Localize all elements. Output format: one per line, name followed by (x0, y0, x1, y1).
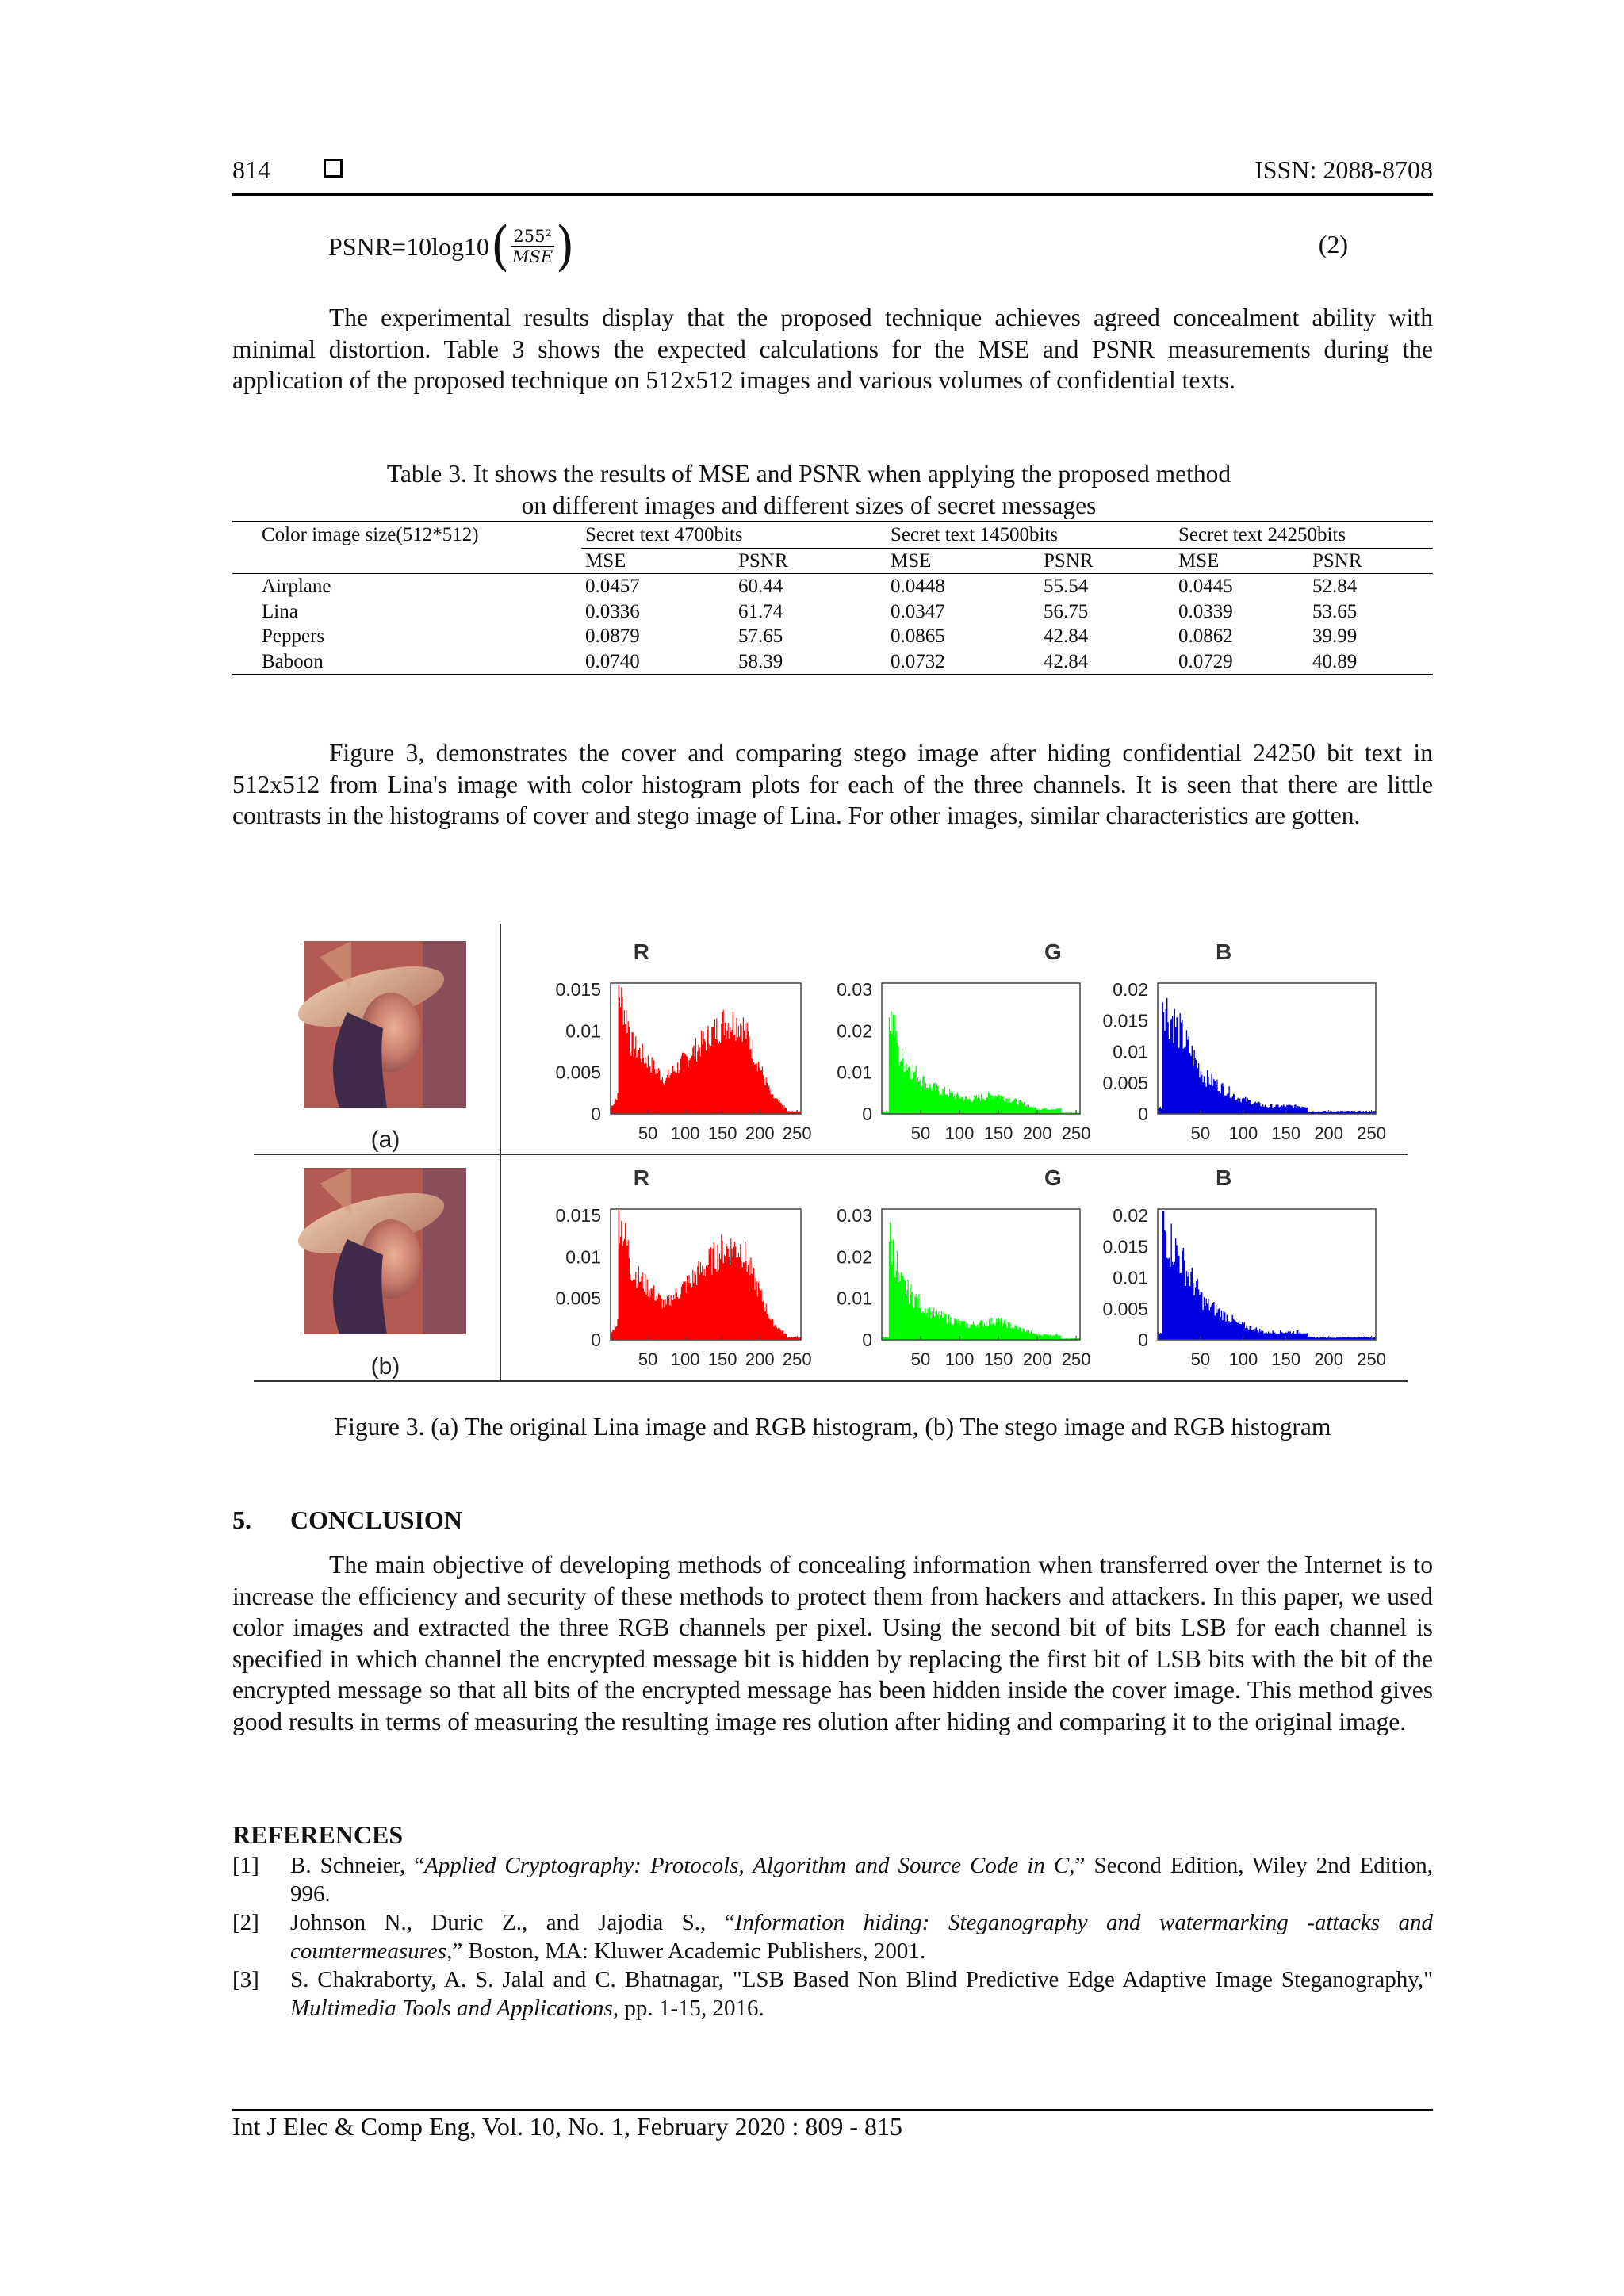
panel-label: (b) (370, 1353, 400, 1380)
x-tick-label: 200 (1022, 1349, 1052, 1369)
table-row: Lina 0.0336 61.74 0.0347 56.75 0.0339 53.65 (262, 600, 1358, 622)
x-tick-label: 50 (1190, 1349, 1211, 1369)
channel-title: B (1216, 1165, 1232, 1190)
table-row: Airplane 0.0457 60.44 0.0448 55.54 0.0445 52.84 (262, 576, 1358, 597)
channel-title: G (1044, 1165, 1062, 1190)
y-tick-label: 0.01 (565, 1246, 601, 1268)
table-caption-line1: Table 3. It shows the results of MSE and PSNR when applying the proposed method (386, 460, 1231, 488)
x-tick-label: 100 (1228, 1349, 1258, 1369)
histogram-area (1158, 998, 1376, 1114)
x-tick-label: 150 (707, 1123, 737, 1143)
y-tick-label: 0 (862, 1104, 872, 1124)
table-header-cell: PSNR (1312, 549, 1362, 572)
equation-denominator: MSE (512, 247, 553, 266)
histogram-area (1158, 1211, 1376, 1340)
x-tick-label: 150 (1271, 1123, 1301, 1143)
table-header-cell: PSNR (738, 549, 788, 572)
equation-numerator: 255² (511, 228, 554, 247)
section-title: CONCLUSION (290, 1506, 462, 1534)
y-tick-label: 0.005 (555, 1062, 601, 1083)
reference-item: [1] B. Schneier, “Applied Cryptography: Protocols, Algorithm and Source Code in C,” Second Edition, Wiley 2nd Edition, 996. (232, 1853, 1434, 1907)
y-tick-label: 0.015 (1102, 1236, 1148, 1257)
histogram-panel (555, 939, 811, 1143)
x-tick-label: 250 (1357, 1349, 1386, 1369)
y-tick-label: 0.015 (555, 979, 601, 1000)
table-header-cell: Color image size(512*512) (262, 524, 479, 545)
issn: ISSN: 2088-8708 (1254, 155, 1433, 184)
panel-label: (a) (370, 1127, 400, 1153)
table-caption-line2: on different images and different sizes of secret messages (521, 492, 1097, 519)
y-tick-label: 0 (591, 1104, 601, 1124)
table-header-cell: Secret text 24250bits (1178, 524, 1346, 545)
header-box-icon (324, 159, 343, 178)
x-tick-label: 100 (670, 1123, 700, 1143)
y-tick-label: 0.02 (1113, 979, 1148, 1000)
figure-caption: Figure 3. (a) The original Lina image and RGB histogram, (b) The stego image and RGB histogram (334, 1413, 1331, 1441)
y-tick-label: 0.02 (1113, 1205, 1148, 1226)
reference-item: [2] Johnson N., Duric Z., and Jajodia S., “Information hiding: Steganography and watermarking -attacks and countermeasures,” Boston, MA: Kluwer Academic Publishers, 2001. (232, 1910, 1433, 1964)
y-tick-label: 0.01 (1113, 1267, 1148, 1288)
x-tick-label: 200 (1022, 1123, 1052, 1143)
equation-number: (2) (1318, 230, 1348, 258)
section-number: 5. (232, 1506, 251, 1534)
y-tick-label: 0.02 (837, 1020, 872, 1042)
x-tick-label: 200 (745, 1123, 775, 1143)
x-tick-label: 200 (745, 1349, 775, 1369)
x-tick-label: 50 (638, 1123, 658, 1143)
y-tick-label: 0.03 (837, 1205, 872, 1226)
histogram-panel (837, 1165, 1090, 1369)
page-number: 814 (232, 155, 270, 184)
histogram-panel (837, 939, 1090, 1143)
histogram-area (611, 1209, 801, 1340)
x-tick-label: 100 (1228, 1123, 1258, 1143)
channel-title: R (633, 939, 650, 964)
histogram-panel (1102, 1165, 1386, 1369)
table-caption (232, 458, 1433, 522)
figure-3 (254, 924, 1411, 1383)
footer-citation: Int J Elec & Comp Eng, Vol. 10, No. 1, February 2020 : 809 - 815 (232, 2112, 902, 2141)
x-tick-label: 150 (707, 1349, 737, 1369)
y-tick-label: 0.01 (837, 1288, 872, 1309)
section-heading-conclusion (232, 1506, 462, 1535)
paragraph-figure-description: Figure 3, demonstrates the cover and comparing stego image after hiding confidential 24250 bit text in 512x512 from Lina's image with color histogram plots for each of the three channels. It is seen that there are little contrasts in the histograms of cover and stego image of Lina. For other images, similar characteristics are gotten. (232, 739, 1433, 829)
y-tick-label: 0.005 (555, 1288, 601, 1309)
table-header-cell: Secret text 4700bits (585, 524, 743, 545)
y-tick-label: 0.015 (555, 1205, 601, 1226)
x-tick-label: 150 (983, 1349, 1013, 1369)
y-tick-label: 0 (862, 1330, 872, 1350)
table-row: Baboon 0.0740 58.39 0.0732 42.84 0.0729 40.89 (262, 650, 1358, 672)
results-table (232, 521, 1433, 675)
table-subheader-row (581, 548, 1433, 574)
x-tick-label: 250 (782, 1123, 812, 1143)
x-tick-label: 150 (983, 1123, 1013, 1143)
lina-photo (292, 941, 466, 1153)
y-tick-label: 0.015 (1102, 1010, 1148, 1031)
footer-rule (232, 2109, 1433, 2111)
y-tick-label: 0.01 (565, 1020, 601, 1042)
table-header-cell: PSNR (1044, 549, 1094, 572)
x-tick-label: 50 (910, 1123, 931, 1143)
x-tick-label: 250 (782, 1349, 812, 1369)
reference-item: [3] S. Chakraborty, A. S. Jalal and C. Bhatnagar, "LSB Based Non Blind Predictive Edge Adaptive Image Steganography," Multimedia Tools and Applications, pp. 1-15, 2016. (232, 1967, 1433, 2021)
table-header-row (232, 522, 1433, 548)
table-row: Peppers 0.0879 57.65 0.0865 42.84 0.0862 39.99 (262, 626, 1358, 647)
channel-title: B (1216, 939, 1232, 964)
y-tick-label: 0 (1138, 1104, 1148, 1124)
y-tick-label: 0.01 (1113, 1041, 1148, 1062)
x-tick-label: 50 (1190, 1123, 1211, 1143)
x-tick-label: 50 (910, 1349, 931, 1369)
paragraph-results: The experimental results display that the proposed technique achieves agreed concealment ability with minimal distortion. Table 3 shows the expected calculations for the MSE and PSNR measurements during the application of the proposed technique on 512x512 images and various volumes of confidential texts. (232, 304, 1433, 394)
histogram-area (882, 1223, 1080, 1341)
y-tick-label: 0.03 (837, 979, 872, 1000)
histogram-area (882, 1011, 1080, 1114)
x-tick-label: 200 (1314, 1349, 1344, 1369)
x-tick-label: 150 (1271, 1349, 1301, 1369)
paragraph-conclusion: The main objective of developing methods of concealing information when transferred over the Internet is to increase the efficiency and security of these methods to protect them from hackers and attackers. In this paper, we used color images and extracted the three RGB channels per pixel. Using the second bit of bits LSB for each channel is specified in which channel the encrypted message bit is hidden by replacing the first bit of LSB bits with the bit of the encrypted message so that all bits of the encrypted message has been hidden inside the cover image. This method gives good results in terms of measuring the resulting image res olution after hiding and comparing it to the original image. (232, 1551, 1433, 1735)
channel-title: G (1044, 939, 1062, 964)
x-tick-label: 250 (1061, 1123, 1091, 1143)
y-tick-label: 0 (1138, 1330, 1148, 1350)
histogram-area (611, 985, 801, 1114)
x-tick-label: 250 (1357, 1123, 1386, 1143)
y-tick-label: 0.005 (1102, 1072, 1148, 1093)
y-tick-label: 0.01 (837, 1062, 872, 1083)
table-header-cell: MSE (891, 549, 932, 572)
y-tick-label: 0.02 (837, 1246, 872, 1268)
lina-photo (292, 1168, 466, 1380)
x-tick-label: 100 (944, 1123, 975, 1143)
histogram-figure (254, 924, 1411, 1383)
histogram-panel (1102, 939, 1386, 1143)
x-tick-label: 100 (670, 1349, 700, 1369)
equation-lhs: PSNR=10log10 (328, 232, 489, 261)
table-header-cell: MSE (585, 549, 626, 572)
x-tick-label: 200 (1314, 1123, 1344, 1143)
y-tick-label: 0.005 (1102, 1298, 1148, 1319)
references-heading: REFERENCES (232, 1820, 404, 1849)
x-tick-label: 100 (944, 1349, 975, 1369)
table-header-cell: MSE (1178, 549, 1220, 572)
psnr-equation: PSNR=10log10 ( $\frac{\text{255²}}{\text{MSE}}$ ) (328, 216, 575, 277)
equation-fraction (511, 228, 554, 266)
header-rule (232, 193, 1433, 196)
y-tick-label: 0 (591, 1330, 601, 1350)
x-tick-label: 50 (638, 1349, 658, 1369)
histogram-panel (555, 1165, 811, 1369)
table-header-cell: Secret text 14500bits (891, 524, 1059, 545)
x-tick-label: 250 (1061, 1349, 1091, 1369)
channel-title: R (633, 1165, 650, 1190)
